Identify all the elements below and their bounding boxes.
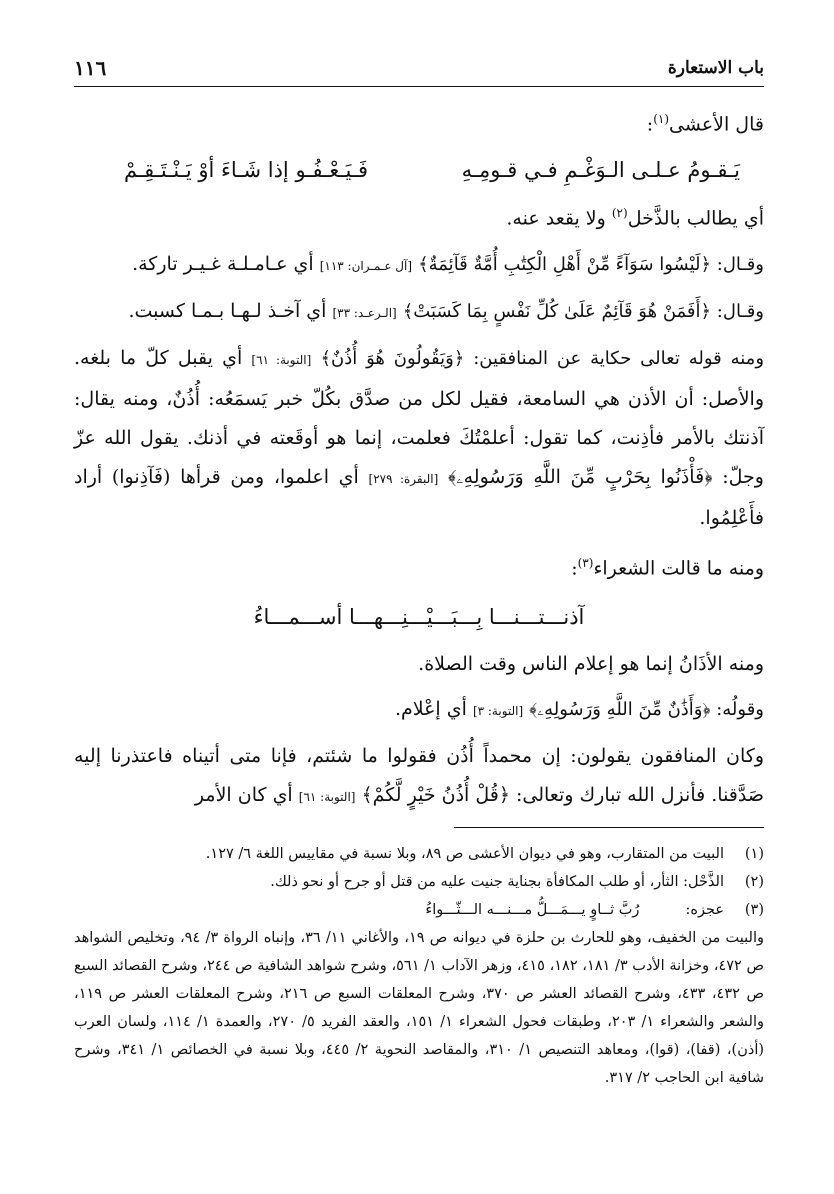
verse-1-first-hemistich: يَـقـومُ عـلـى الـوَغْـمِ فـي قـومِـهِ <box>461 158 740 183</box>
footnote-marker-1: (١) <box>653 112 670 126</box>
quran-reference: [آل عـمـران: ١١٣] <box>319 258 413 273</box>
paragraph-dhahl: أي يطالب بالذَّخل$^{(٢)}$ ولا يقعد عنه. <box>506 206 764 230</box>
chapter-title: باب الاستعارة <box>667 58 764 78</box>
verse-1-second-hemistich: فَـيَـعْـفُـو إذا شَـاءَ أوْ يَـنْـتَـقِـمْ <box>124 158 369 183</box>
footnotes <box>74 840 764 1092</box>
footnote-text: البيت من المتقارب، وهو في ديوان الأعشى ص ٨٩، وبلا نسبة في مقاييس اللغة ٦/ ١٢٧. <box>205 846 724 862</box>
footnote-text: الذَّحْل: الثأر، أو طلب المكافأة بجناية جنيت عليه من قتل أو جرح أو نحو ذلك. <box>270 874 724 890</box>
footnote-marker-2: (٢) <box>611 206 628 221</box>
running-header <box>74 52 764 87</box>
footnote-hemistich: رُبَّ ثــاوٍ يـــمَـــلُّ مـــنـــه الـــثّـــواءُ <box>425 902 640 918</box>
main-text <box>74 100 764 823</box>
paragraph-adhan: ومنه الأذَانُ إنما هو إعلام الناس وقت الصلاة. <box>418 652 764 675</box>
paragraph-asha-intro: قال الأعشى$^{(١)}$: <box>646 112 764 136</box>
footnote-number: (٢) <box>744 874 764 890</box>
footnote-number: (٣) <box>744 902 764 918</box>
quran-reference: [الـرعـد: ٣٣] <box>332 305 397 320</box>
footnote-1 <box>74 840 764 868</box>
paragraph-poets: ومنه ما قالت الشعراء$^{(٣)}$: <box>571 555 764 579</box>
page-number: ١١٦ <box>74 56 107 80</box>
quran-reference: [التوبة: ٦١] <box>251 352 312 367</box>
quran-reference: [البقرة: ٢٧٩] <box>368 471 439 486</box>
footnote-3-continuation: والبيت من الخفيف، وهو للحارث بن حلزة في ديوانه ص ١٩، والأغاني ١١/ ٣٦، وإنباه الرواة ٣/ ٩٤، وتخليص الشواهد ص ٤٧٢، وخزانة الأدب ٣/ ١٨١، ١٨٢، ٤١٥، وزهر الآداب ١/ ٥٦١، وشرح شواهد الشافية ص ٢٤٤، وشرح القصائد السبع ص ٤٣٢، ٤٣٣، وشرح القصائد العشر ص ٣٧٠، وشرح المعلقات السبع ص ٢١٦، وشرح المعلقات العشر ص ١١٩، والشعر والشعراء ١/ ٢٠٣، وطبقات فحول الشعراء ١/ ١٥١، والعقد الفريد ٥/ ٢٧٠، والعمدة ١/ ١١٤، ولسان العرب (أذن)، (قفا)، (قوا)، ومعاهد التنصيص ١/ ٣١٠، والمقاصد النحوية ٢/ ٤٤٥، وبلا نسبة في الخصائص ١/ ٣٤١، وشرح شافية ابن الحاجب ٢/ ٣١٧. <box>74 930 765 1086</box>
footnote-label: عجزه: <box>685 902 724 918</box>
footnote-divider <box>454 827 764 828</box>
verse-1 <box>124 150 740 190</box>
paragraph-ale-imran: وقـال: ﴿لَيْسُوا سَوَآءً مِّنْ أَهْلِ الْكِتَٰبِ أُمَّةٌ قَآئِمَةٌ﴾ [آل عـمـران: ١١٣] أي عـامـلـة غـيـر تاركة. <box>132 252 764 275</box>
paragraph-raad: وقـال: ﴿أَفَمَنْ هُوَ قَآئِمٌ عَلَىٰ كُلِّ نَفْسٍ بِمَا كَسَبَتْ﴾ [الـرعـد: ٣٣] أي آخـذ لـهـا بـمـا كسبت. <box>128 299 764 322</box>
paragraph-munafiqun: وكان المنافقون يقولون: إن محمداً أُذُن فقولوا ما شئتم، فإنا متى أتيناه فاعتذرنا إليه صَدَّقنا. فأنزل الله تبارك وتعالى: ﴿قُلْ أُذُنُ خَيْرٍ لَّكُمْ﴾ [التوبة: ٦١] أي كان الأمر <box>74 744 764 806</box>
footnote-3 <box>74 896 764 924</box>
quran-reference: [التوبة: ٦١] <box>298 789 356 804</box>
quran-reference: [التوبة: ٣] <box>472 703 524 718</box>
footnote-2 <box>74 868 764 896</box>
footnote-marker-3: (٣) <box>577 555 594 570</box>
verse-2: آذنـــتـــنـــا بِـــبَـــيْـــنِـــهـــا أســـمـــاءُ <box>253 604 585 629</box>
paragraph-tawba-3: وقولُه: ﴿وَأَذَٰنٌ مِّنَ اللَّهِ وَرَسُولِهِۦ﴾ [التوبة: ٣] أي إعْلام. <box>394 697 764 720</box>
footnote-number: (١) <box>744 846 764 862</box>
paragraph-udhun: ومنه قوله تعالى حكاية عن المنافقين: ﴿وَيَقُولُونَ هُوَ أُذُنٌ﴾ [التوبة: ٦١] أي يقبل كلّ ما بلغه. والأصل: أن الأذن هي السامعة، فقيل لكل من صدَّق بكُلّ خبر يَسمَعُه: أُذُنٌ، ومنه يقال: آذنتك بالأمر فأذِنت، كما تقول: أعلمْتُكَ فعلمت، إنما هو أوقَعته في أذنك. يقول الله عزّ وجلّ: ﴿فَأْذَنُوا بِحَرْبٍ مِّنَ اللَّهِ وَرَسُولِهِۦ﴾ [البقرة: ٢٧٩] أي اعلموا، ومن قرأها (فَآذِنوا) أراد فأَعْلِمُوا. <box>74 346 765 529</box>
